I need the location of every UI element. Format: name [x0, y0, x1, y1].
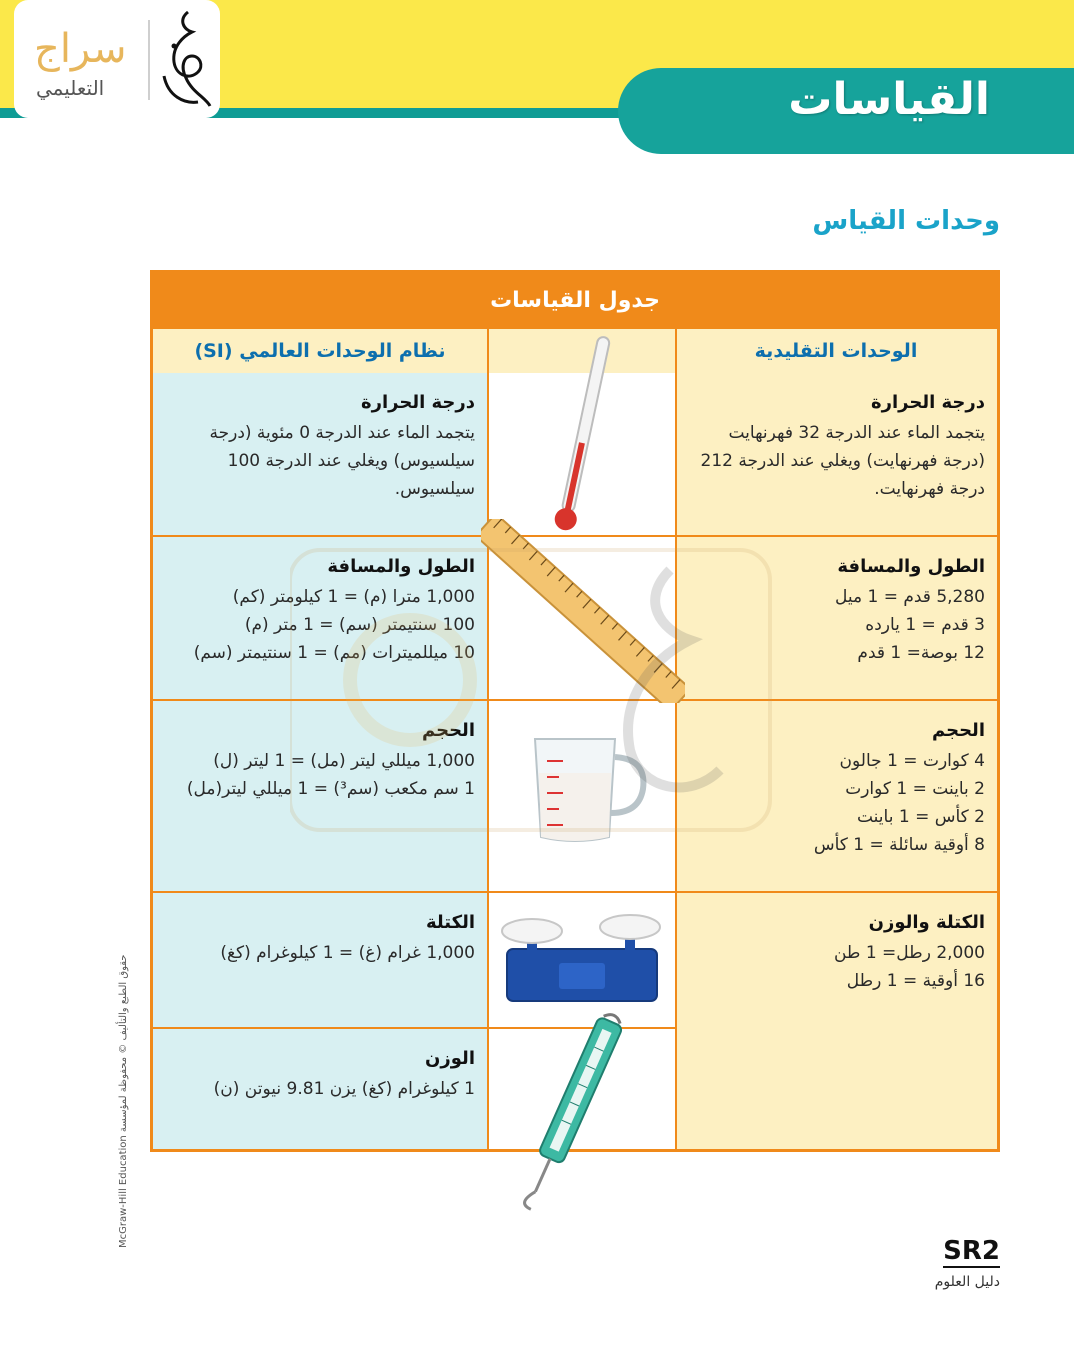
cell-line: 10 ميللميترات (مم) = 1 سنتيمتر (سم) [193, 643, 475, 663]
spring-scale-image [497, 1003, 643, 1225]
column-header-si: نظام الوحدات العالمي (SI) [153, 329, 487, 373]
cell-line: 1,000 غرام (غ) = 1 كيلوغرام (كغ) [220, 943, 475, 963]
book-name: دليل العلوم [934, 1274, 1000, 1290]
cell-line: يتجمد الماء عند الدرجة 32 فهرنهايت (درجة فهرنهايت) ويغلي عند الدرجة 212 درجة فهرنهايت. [700, 423, 985, 499]
cell-line: 8 أوقية سائلة = 1 كأس [813, 835, 985, 855]
cell-line: 1,000 مترا (م) = 1 كيلومتر (كم) [232, 587, 475, 607]
column-header-traditional: الوحدات التقليدية [675, 329, 997, 373]
cell-line: يتجمد الماء عند الدرجة 0 مئوية (درجة سيلسيوس) ويغلي عند الدرجة 100 سيلسيوس. [209, 423, 475, 499]
page-title: القياسات [788, 74, 990, 125]
logo-calligraphy-icon [154, 6, 216, 114]
logo-name: سراج [34, 26, 127, 72]
thermometer-image [533, 333, 633, 543]
cell-line: 2,000 رطل= 1 طن [833, 943, 985, 963]
cell-heading: درجة الحرارة [870, 392, 985, 413]
grid-line [153, 891, 997, 893]
cell-line: 12 بوصة= 1 قدم [857, 643, 985, 663]
cell-traditional-mass-weight [677, 893, 997, 1149]
table-title: جدول القياسات [153, 273, 997, 329]
cell-heading: الكتلة [425, 912, 475, 933]
section-title: وحدات القياس [812, 206, 1000, 236]
cell-heading: الطول والمسافة [327, 556, 475, 577]
cell-line: 2 كأس = 1 باينت [856, 807, 985, 827]
cell-line: 4 كوارت = 1 جالون [839, 751, 985, 771]
cell-line: 5,280 قدم = 1 ميل [834, 587, 985, 607]
cell-line: 1 كيلوغرام (كغ) يزن 9.81 نيوتن (ن) [213, 1079, 475, 1099]
balance-image [495, 899, 667, 1011]
cell-traditional-temperature [677, 373, 997, 535]
logo-subtitle: التعليمي [36, 76, 105, 100]
cell-line: 3 قدم = 1 يارده [865, 615, 985, 635]
cell-heading: الوزن [425, 1048, 475, 1069]
cell-heading: الطول والمسافة [837, 556, 985, 577]
copyright-credit: حقوق الطبع والتأليف © محفوظة لمؤسسة McGraw-Hill Education [118, 954, 129, 1248]
cell-heading: درجة الحرارة [360, 392, 475, 413]
logo-separator [148, 20, 150, 100]
cell-line: 100 سنتيمتر (سم) = 1 متر (م) [244, 615, 475, 635]
cell-si-weight [153, 1029, 487, 1149]
page-number: SR2 [943, 1236, 1000, 1266]
cell-heading: الحجم [422, 720, 475, 741]
logo [14, 0, 220, 118]
cell-heading: الكتلة والوزن [868, 912, 985, 933]
cell-line: 1,000 ميللي ليتر (مل) = 1 ليتر (ل) [213, 751, 475, 771]
cell-line: 2 باينت = 1 كوارت [845, 779, 985, 799]
cell-si-temperature [153, 373, 487, 535]
watermark-logo-icon [290, 540, 790, 840]
cell-heading: الحجم [932, 720, 985, 741]
cell-line: 1 سم مكعب (سم³) = 1 ميللي ليتر(مل) [186, 779, 475, 799]
cell-line: 16 أوقية = 1 رطل [846, 971, 985, 991]
cell-si-mass [153, 893, 487, 1027]
